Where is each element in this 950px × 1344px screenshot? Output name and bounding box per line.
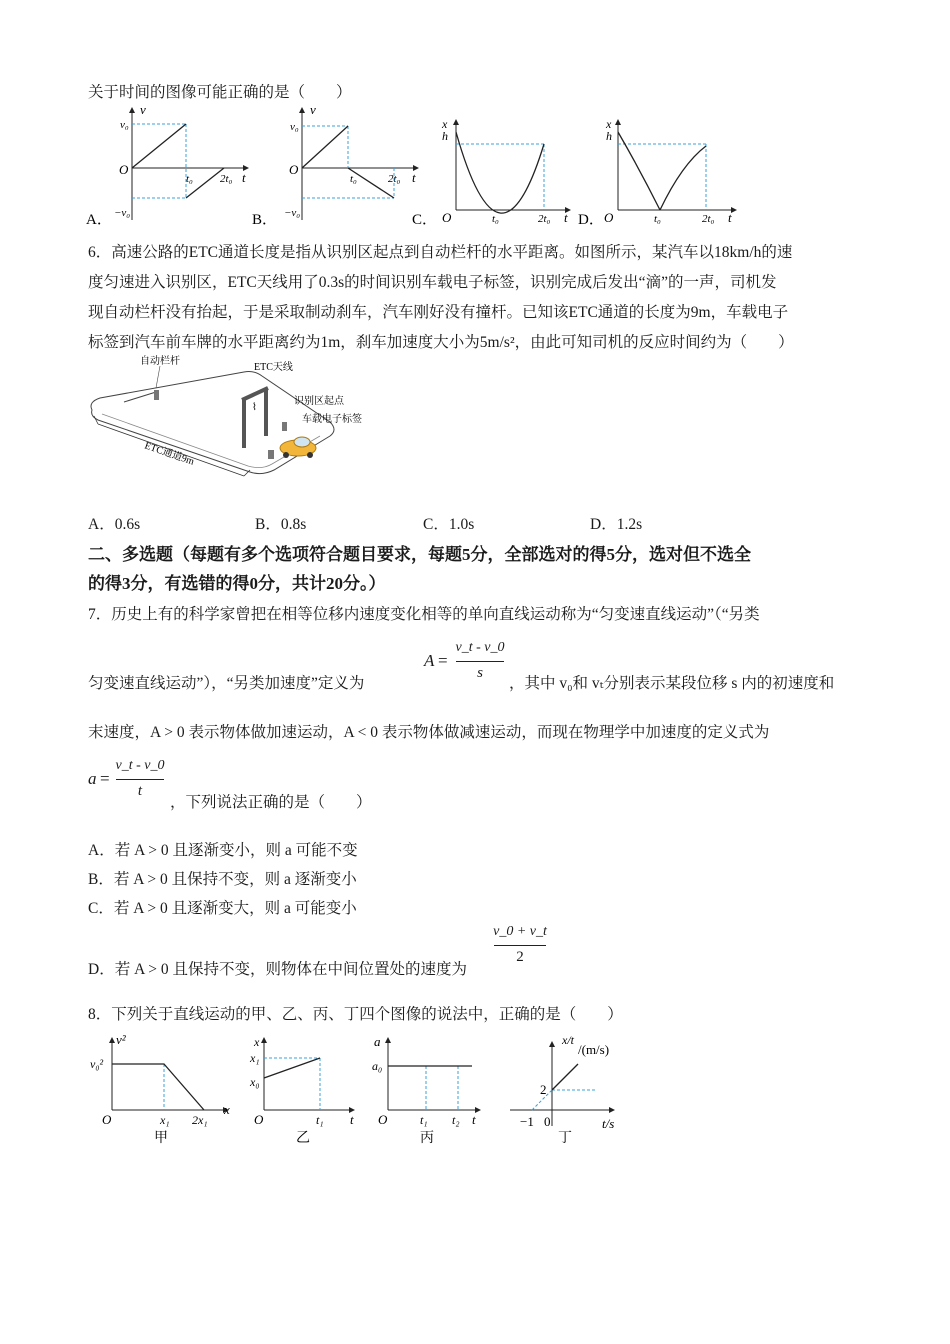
formula-d-den: 2 (516, 949, 524, 965)
formula-d (492, 924, 548, 972)
q6-line-3: 现自动栏杆没有抬起，于是采取制动刹车，汽车刚好没有撞杆。已知该ETC通道的长度为9m，车载电子 (88, 304, 789, 321)
yi-t1: t₁ (316, 1113, 324, 1127)
graph-c-h: h (442, 129, 448, 143)
section-2-header-line-1: 二、多选题（每题有多个选项符合题目要求，每题5分，全部选对的得5分，选对但不选全 (88, 545, 751, 564)
q6-option-d: D．1.2s (590, 516, 643, 533)
q7-option-b: B．若 A > 0 且保持不变，则 a 逐渐变小 (88, 871, 357, 888)
q7-option-a: A．若 A > 0 且逐渐变小，则 a 可能不变 (88, 842, 358, 859)
graph-ding (510, 1033, 614, 1146)
graph-a-v-axis: v (140, 102, 146, 117)
graph-a-t-axis: t (242, 170, 246, 185)
graph-bing (372, 1034, 480, 1146)
q7-line-3: 末速度，A > 0 表示物体做加速运动，A < 0 表示物体做减速运动，而现在物理学中加速度的定义式为 (88, 724, 770, 741)
ding-y2: 2 (540, 1082, 547, 1097)
yi-y: x (254, 1035, 260, 1049)
option-a-label: A． (86, 212, 112, 228)
q6-option-a: A．0.6s (88, 516, 141, 533)
graph-c-t0: t₀ (492, 213, 499, 225)
option-d-label: D． (578, 212, 604, 228)
q7-line-2b: ，其中 v₀和 vₜ分别表示某段位移 s 内的初速度和 (509, 675, 835, 692)
graph-c-x-axis: x (442, 117, 448, 131)
q6-option-b: B．0.8s (255, 516, 307, 533)
ding-unit: /(m/s) (578, 1042, 610, 1057)
graph-b-origin: O (289, 162, 299, 177)
graph-a-v0: v₀ (120, 119, 129, 131)
graph-a (86, 102, 248, 228)
label-start: 识别区起点 (294, 396, 344, 407)
ding-y: x/t (562, 1033, 574, 1047)
formula-A-num: v_t - v_0 (455, 640, 505, 655)
graph-d-t-axis: t (728, 210, 732, 225)
graph-a-origin: O (119, 162, 129, 177)
ding-origin: 0 (544, 1114, 551, 1129)
ding-xneg: −1 (520, 1114, 534, 1129)
jia-x: x (224, 1102, 230, 1117)
label-tag: 车载电子标签 (302, 414, 362, 425)
yi-origin: O (254, 1112, 264, 1127)
graph-d-t0: t₀ (654, 213, 661, 225)
formula-a-den: t (137, 783, 143, 799)
jia-y: v² (116, 1032, 126, 1047)
label-antenna: ETC天线 (254, 362, 293, 373)
graph-jia (90, 1032, 230, 1146)
jia-caption: 甲 (154, 1131, 168, 1146)
formula-A-den: s (477, 665, 483, 681)
option-b-label: B． (252, 212, 278, 228)
graph-b-v-axis: v (310, 102, 316, 117)
graph-c (412, 117, 570, 228)
svg-text:⌇: ⌇ (252, 402, 257, 413)
jia-origin: O (102, 1112, 112, 1127)
formula-a-num: v_t - v_0 (115, 758, 165, 773)
formula-A: A = v_t - v_0 s (424, 640, 505, 681)
q6-option-c: C．1.0s (423, 516, 475, 533)
q7-option-d: D．若 A > 0 且保持不变，则物体在中间位置处的速度为 (88, 961, 468, 978)
graph-b-v0: v₀ (290, 121, 299, 133)
q8-stem: 8．下列关于直线运动的甲、乙、丙、丁四个图像的说法中，正确的是（ ） (88, 1006, 623, 1023)
q5-tail-text: 关于时间的图像可能正确的是（ ） (88, 84, 352, 101)
graph-d-h: h (606, 129, 612, 143)
graph-b (252, 102, 418, 228)
jia-y0: v₀² (90, 1057, 104, 1071)
graph-c-t-axis: t (564, 210, 568, 225)
graph-d-origin: O (604, 210, 614, 225)
graph-b-2t0: 2t₀ (388, 173, 401, 185)
label-gate: 自动栏杆 (140, 356, 180, 367)
graph-yi (249, 1035, 354, 1146)
yi-caption: 乙 (296, 1131, 310, 1146)
bing-y0: a₀ (372, 1059, 383, 1073)
bing-t2: t₂ (452, 1113, 460, 1127)
q7-line-2a: 匀变速直线运动”），“另类加速度”定义为 (88, 675, 365, 692)
jia-x1: x₁ (160, 1113, 170, 1127)
bing-origin: O (378, 1112, 388, 1127)
ding-t: t/s (602, 1116, 615, 1131)
q6-line-4: 标签到汽车前车牌的水平距离约为1m，刹车加速度大小为5m/s²，由此可知司机的反应时间约为（ ） (88, 334, 794, 351)
ding-caption: 丁 (558, 1131, 572, 1146)
label-channel: ETC通道9m (143, 440, 196, 468)
graph-c-2t0: 2t₀ (538, 213, 551, 225)
yi-y1: x₁ (250, 1051, 260, 1065)
etc-figure (84, 352, 374, 482)
jia-x2: 2x₁ (192, 1113, 208, 1127)
gate-post (154, 390, 159, 400)
q7-line-4: ，下列说法正确的是（ ） (170, 794, 372, 811)
q7-option-c: C．若 A > 0 且逐渐变大，则 a 可能变小 (88, 900, 357, 917)
bing-caption: 丙 (420, 1131, 434, 1146)
q7-line-1: 7．历史上有的科学家曾把在相等位移内速度变化相等的单向直线运动称为“匀变速直线运动”（“另类 (88, 606, 760, 623)
graph-b-neg-v0: −v₀ (284, 207, 301, 219)
graph-a-neg-v0: −v₀ (114, 207, 131, 219)
yi-y0: x₀ (250, 1075, 260, 1089)
graph-d (578, 117, 736, 228)
q8-graphs (84, 1030, 644, 1150)
yi-t: t (350, 1112, 354, 1127)
q5-graphs (80, 100, 860, 230)
graph-d-2t0: 2t₀ (702, 213, 715, 225)
option-c-label: C． (412, 212, 438, 228)
formula-a: a = v_t - v_0 t (88, 758, 165, 799)
graph-c-origin: O (442, 210, 452, 225)
q6-line-2: 度匀速进入识别区，ETC天线用了0.3s的时间识别车载电子标签，识别完成后发出“滴”的一声，司机发 (88, 274, 777, 291)
bing-y: a (374, 1034, 381, 1049)
graph-b-t-axis: t (412, 170, 416, 185)
graph-a-t0: t₀ (186, 173, 193, 185)
graph-b-t0: t₀ (350, 173, 357, 185)
formula-a-lhs: a (88, 769, 97, 788)
bing-t1: t₁ (420, 1113, 428, 1127)
section-2-header-line-2: 的得3分，有选错的得0分，共计20分。） (88, 574, 386, 593)
bing-t: t (472, 1112, 476, 1127)
q6-line-1: 6．高速公路的ETC通道长度是指从识别区起点到自动栏杆的水平距离。如图所示，某汽车以18km/h的速 (88, 244, 793, 261)
graph-a-2t0: 2t₀ (220, 173, 233, 185)
graph-d-x-axis: x (606, 117, 612, 131)
formula-A-lhs: A (424, 651, 435, 670)
formula-d-num: v_0 + v_t (493, 924, 547, 939)
